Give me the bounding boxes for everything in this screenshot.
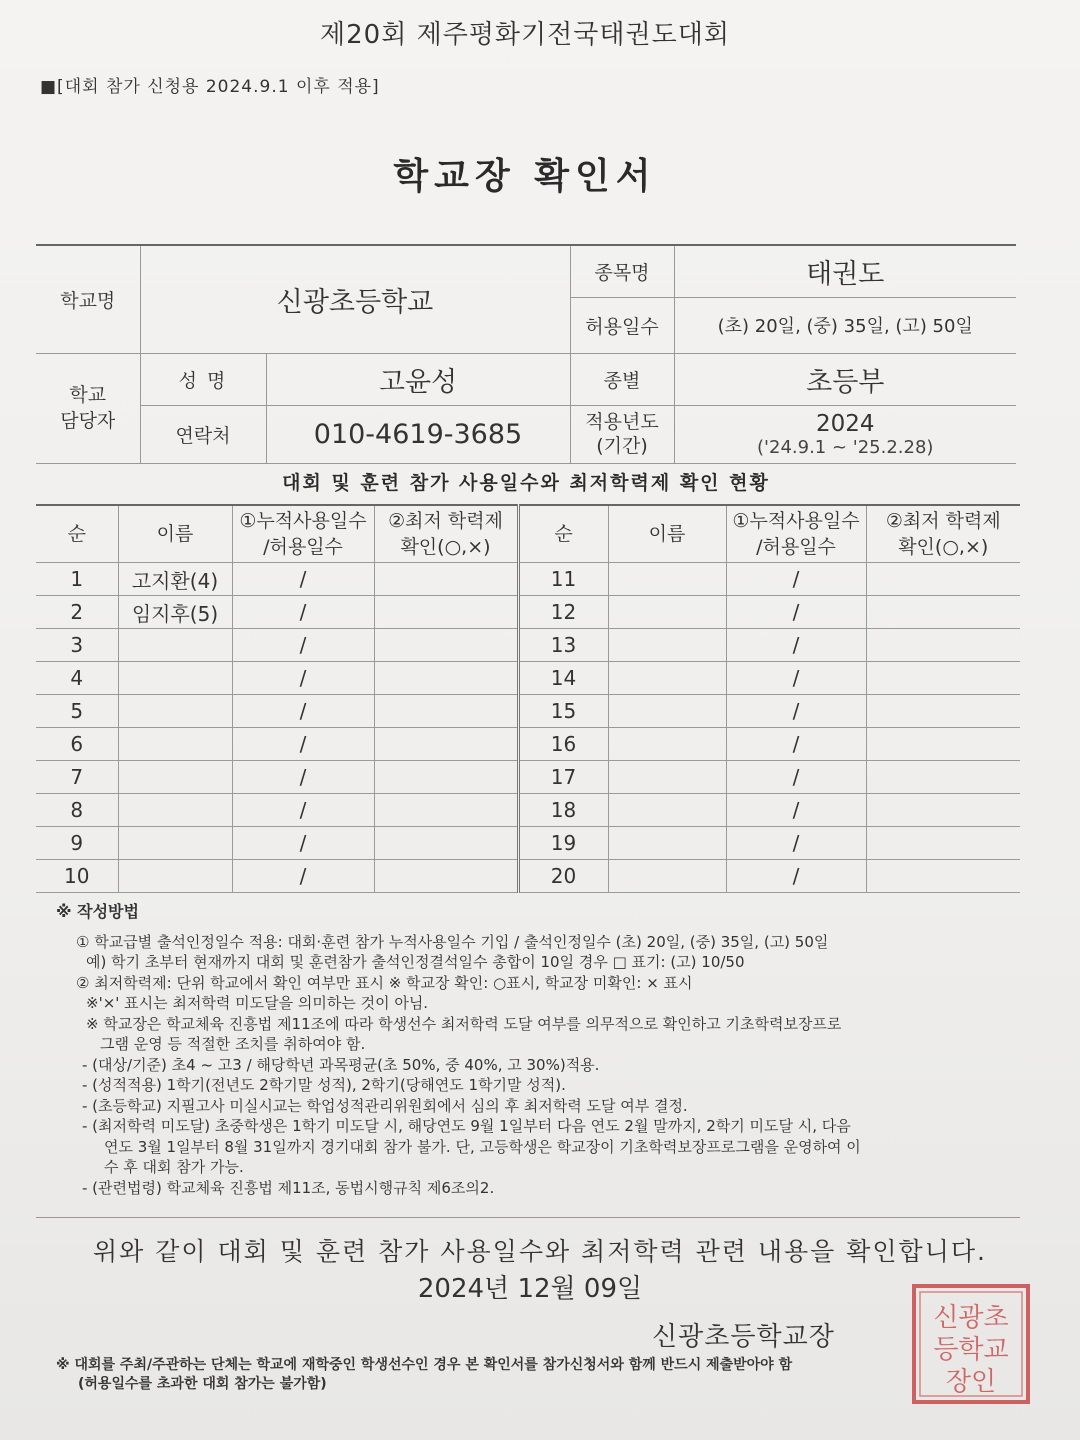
student-name bbox=[118, 794, 232, 827]
student-name bbox=[118, 695, 232, 728]
col-used-header: ①누적사용일수 /허용일수 bbox=[232, 505, 374, 563]
used-days-cell: / bbox=[232, 596, 374, 629]
svg-text:장인: 장인 bbox=[945, 1367, 997, 1397]
note-line: - (초등학교) 지필고사 미실시교는 학업성적관리위원회에서 심의 후 최저학력 도달 여부 결정. bbox=[82, 1096, 688, 1115]
check-cell bbox=[866, 728, 1020, 761]
check-cell bbox=[374, 761, 518, 794]
name-label: 성 명 bbox=[140, 353, 266, 405]
divider bbox=[36, 1217, 1020, 1218]
year-value: 2024 bbox=[815, 410, 875, 437]
col-no-header: 순 bbox=[36, 505, 118, 563]
used-days-cell: / bbox=[726, 827, 866, 860]
note-line: 그램 운영 등 적절한 조치를 취하여야 함. bbox=[100, 1035, 366, 1053]
student-name bbox=[118, 761, 232, 794]
row-number: 4 bbox=[36, 662, 118, 695]
table-row bbox=[36, 860, 1020, 893]
note-line: ※'×' 표시는 최저학력 미도달을 의미하는 것이 아님. bbox=[86, 994, 429, 1012]
allowed-days-value: (초) 20일, (중) 35일, (고) 50일 bbox=[674, 297, 1016, 353]
table-row bbox=[36, 794, 1020, 827]
row-number: 12 bbox=[518, 596, 608, 629]
name-value: 고윤성 bbox=[266, 353, 570, 405]
footer-line: ※ 대회를 주최/주관하는 단체는 학교에 재학중인 학생선수인 경우 본 확인서를 참가신청서와 함께 반드시 제출받아야 함 bbox=[56, 1357, 793, 1373]
allowed-days-label: 허용일수 bbox=[570, 297, 674, 353]
row-number: 1 bbox=[36, 563, 118, 596]
signature-date: 2024년 12월 09일 bbox=[417, 1274, 643, 1304]
student-name bbox=[608, 827, 726, 860]
student-name: 고지환(4) bbox=[118, 563, 232, 596]
row-number: 6 bbox=[36, 728, 118, 761]
check-cell bbox=[374, 596, 518, 629]
used-days-cell: / bbox=[232, 860, 374, 893]
used-days-cell: / bbox=[232, 662, 374, 695]
row-number: 14 bbox=[518, 662, 608, 695]
check-cell bbox=[866, 860, 1020, 893]
check-cell bbox=[374, 860, 518, 893]
check-cell bbox=[374, 629, 518, 662]
table-row bbox=[36, 563, 1020, 596]
used-days-cell: / bbox=[232, 695, 374, 728]
student-name bbox=[608, 629, 726, 662]
principal-signature: 신광초등학교장 bbox=[652, 1322, 835, 1352]
table-row bbox=[36, 629, 1020, 662]
used-days-cell: / bbox=[232, 827, 374, 860]
col-no-header-right: 순 bbox=[518, 505, 608, 563]
division-label: 종별 bbox=[570, 353, 674, 405]
check-cell bbox=[866, 662, 1020, 695]
check-cell bbox=[374, 794, 518, 827]
used-days-cell: / bbox=[726, 695, 866, 728]
division-value: 초등부 bbox=[674, 353, 1016, 405]
student-name bbox=[608, 761, 726, 794]
col-check-header: ②최저 학력제 확인(○,×) bbox=[374, 505, 518, 563]
student-name bbox=[118, 629, 232, 662]
student-name bbox=[608, 662, 726, 695]
event-label: 종목명 bbox=[570, 245, 674, 297]
row-number: 8 bbox=[36, 794, 118, 827]
footer-line: (허용일수를 초과한 대회 참가는 불가함) bbox=[78, 1376, 327, 1392]
row-number: 17 bbox=[518, 761, 608, 794]
row-number: 19 bbox=[518, 827, 608, 860]
row-number: 15 bbox=[518, 695, 608, 728]
col-check-header-right: ②최저 학력제 확인(○,×) bbox=[866, 505, 1020, 563]
period-value: ('24.9.1 ~ '25.2.28) bbox=[757, 436, 934, 458]
svg-text:신광초: 신광초 bbox=[933, 1303, 1009, 1333]
used-days-cell: / bbox=[726, 629, 866, 662]
note-line: 예) 학기 초부터 현재까지 대회 및 훈련참가 출석인정결석일수 총합이 10일 경우 □ 표기: (고) 10/50 bbox=[86, 953, 745, 971]
used-days-cell: / bbox=[726, 596, 866, 629]
check-cell bbox=[866, 827, 1020, 860]
check-cell bbox=[374, 662, 518, 695]
application-note: ■[대회 참가 신청용 2024.9.1 이후 적용] bbox=[40, 77, 380, 97]
row-number: 18 bbox=[518, 794, 608, 827]
used-days-cell: / bbox=[232, 563, 374, 596]
used-days-cell: / bbox=[232, 728, 374, 761]
used-days-cell: / bbox=[726, 662, 866, 695]
row-number: 9 bbox=[36, 827, 118, 860]
footer-note bbox=[56, 1356, 1016, 1394]
school-label: 학교명 bbox=[36, 245, 140, 353]
check-cell bbox=[866, 596, 1020, 629]
student-name bbox=[608, 596, 726, 629]
used-days-cell: / bbox=[232, 629, 374, 662]
check-cell bbox=[374, 827, 518, 860]
row-number: 7 bbox=[36, 761, 118, 794]
school-name: 신광초등학교 bbox=[140, 245, 570, 353]
row-number: 20 bbox=[518, 860, 608, 893]
col-name-header-right: 이름 bbox=[608, 505, 726, 563]
check-cell bbox=[866, 629, 1020, 662]
document-title: 학교장 확인서 bbox=[393, 156, 657, 197]
year-label: 적용년도 (기간) bbox=[570, 405, 674, 463]
check-cell bbox=[866, 794, 1020, 827]
section-title: 대회 및 훈련 참가 사용일수와 최저학력제 확인 현황 bbox=[282, 472, 770, 494]
row-number: 10 bbox=[36, 860, 118, 893]
year-cell bbox=[674, 405, 1016, 463]
row-number: 5 bbox=[36, 695, 118, 728]
note-line: - (관련법령) 학교체육 진흥법 제11조, 동법시행규칙 제6조의2. bbox=[82, 1178, 495, 1197]
row-number: 3 bbox=[36, 629, 118, 662]
student-name bbox=[608, 860, 726, 893]
used-days-cell: / bbox=[726, 860, 866, 893]
table-row bbox=[36, 596, 1020, 629]
instructions-heading: ※ 작성방법 bbox=[56, 902, 139, 921]
col-used-header-right: ①누적사용일수 /허용일수 bbox=[726, 505, 866, 563]
table-row bbox=[36, 827, 1020, 860]
table-row bbox=[36, 728, 1020, 761]
records-body bbox=[36, 563, 1020, 893]
used-days-cell: / bbox=[726, 794, 866, 827]
student-name bbox=[608, 695, 726, 728]
student-name bbox=[118, 860, 232, 893]
phone-label: 연락처 bbox=[140, 405, 266, 463]
row-number: 2 bbox=[36, 596, 118, 629]
table-row bbox=[36, 695, 1020, 728]
used-days-cell: / bbox=[232, 761, 374, 794]
check-cell bbox=[866, 761, 1020, 794]
note-line: - (최저학력 미도달) 초중학생은 1학기 미도달 시, 해당연도 9월 1일부터 다음 연도 2월 말까지, 2학기 미도달 시, 다음 bbox=[82, 1117, 851, 1135]
student-name bbox=[608, 794, 726, 827]
check-cell bbox=[374, 563, 518, 596]
used-days-cell: / bbox=[726, 563, 866, 596]
student-name bbox=[118, 827, 232, 860]
event-value: 태권도 bbox=[674, 245, 1016, 297]
table-row bbox=[36, 662, 1020, 695]
used-days-cell: / bbox=[726, 761, 866, 794]
confirmation-statement: 위와 같이 대회 및 훈련 참가 사용일수와 최저학력 관련 내용을 확인합니다. bbox=[93, 1237, 987, 1266]
note-line: 연도 3월 1일부터 8월 31일까지 경기대회 참가 불가. 단, 고등학생은 학교장이 기초학력보장프로그램을 운영하여 이 bbox=[104, 1137, 861, 1156]
note-line: ① 학교급별 출석인정일수 적용: 대회·훈련 참가 누적사용일수 기입 / 출석인정일수 (초) 20일, (중) 35일, (고) 50일 bbox=[76, 932, 829, 951]
records-table bbox=[36, 504, 1020, 893]
table-row bbox=[36, 761, 1020, 794]
student-name bbox=[118, 728, 232, 761]
note-line: - (대상/기준) 초4 ~ 고3 / 해당학년 과목평균(초 50%, 중 40%, 고 30%)적용. bbox=[82, 1055, 600, 1074]
col-name-header: 이름 bbox=[118, 505, 232, 563]
phone-value: 010-4619-3685 bbox=[266, 405, 570, 463]
used-days-cell: / bbox=[232, 794, 374, 827]
contact-person-label: 학교 담당자 bbox=[36, 353, 140, 463]
school-info-table bbox=[36, 244, 1016, 464]
check-cell bbox=[866, 563, 1020, 596]
note-line: 수 후 대회 참가 가능. bbox=[104, 1158, 244, 1176]
student-name: 임지후(5) bbox=[118, 596, 232, 629]
check-cell bbox=[374, 695, 518, 728]
student-name bbox=[118, 662, 232, 695]
check-cell bbox=[374, 728, 518, 761]
used-days-cell: / bbox=[726, 728, 866, 761]
note-line: ※ 학교장은 학교체육 진흥법 제11조에 따라 학생선수 최저학력 도달 여부를 의무적으로 확인하고 기초학력보장프로 bbox=[86, 1014, 842, 1033]
note-line: - (성적적용) 1학기(전년도 2학기말 성적), 2학기(당해연도 1학기말 성적). bbox=[82, 1076, 566, 1094]
note-line: ② 최저학력제: 단위 학교에서 확인 여부만 표시 ※ 학교장 확인: ○표시, 학교장 미확인: × 표시 bbox=[76, 973, 693, 992]
row-number: 16 bbox=[518, 728, 608, 761]
row-number: 11 bbox=[518, 563, 608, 596]
event-title: 제20회 제주평화기전국태권도대회 bbox=[320, 20, 730, 50]
svg-text:등학교: 등학교 bbox=[933, 1335, 1009, 1365]
student-name bbox=[608, 563, 726, 596]
row-number: 13 bbox=[518, 629, 608, 662]
student-name bbox=[608, 728, 726, 761]
instructions bbox=[56, 902, 996, 1198]
check-cell bbox=[866, 695, 1020, 728]
